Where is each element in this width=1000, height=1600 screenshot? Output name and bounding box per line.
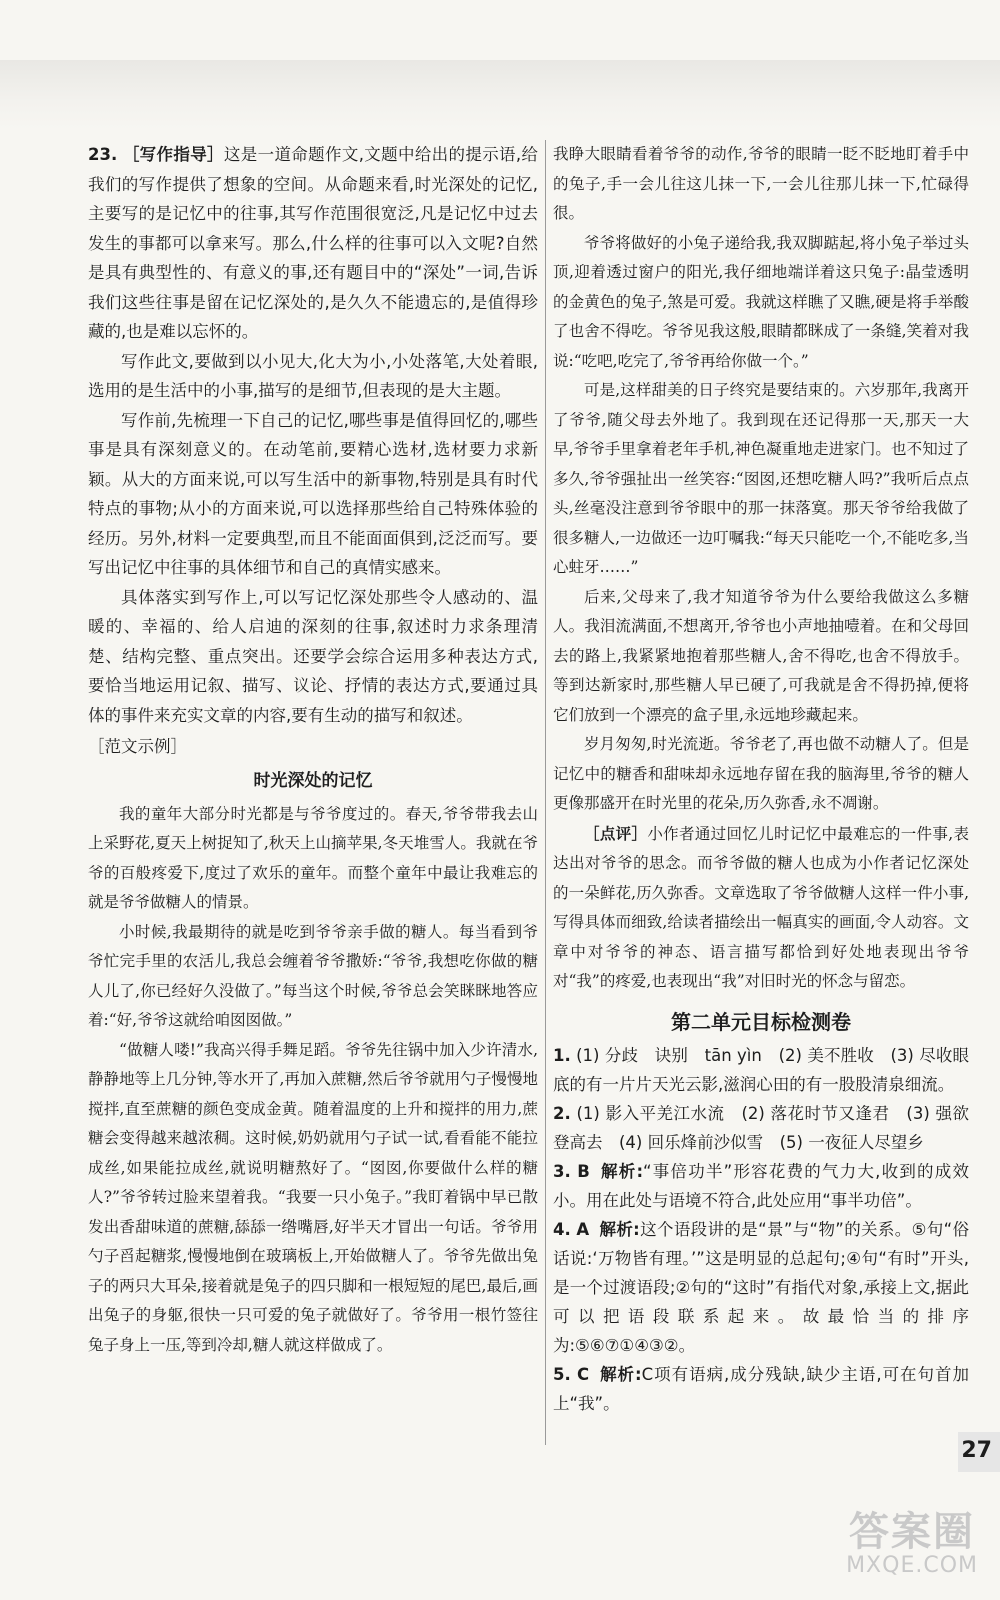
essay-paragraph-1: 我的童年大部分时光都是与爷爷度过的。春天,爷爷带我去山上采野花,夏天上树捉知了,秋天上山摘苹果,冬天堆雪人。我就在爷爷的百般疼爱下,度过了欢乐的童年。而整个童年中最让我难忘的就是爷爷做糖人的情景。 <box>88 804 538 911</box>
essay-paragraph-8: 岁月匆匆,时光流逝。爷爷老了,再也做不动糖人了。但是记忆中的糖香和甜味却永远地存留在我的脑海里,爷爷的糖人更像那盛开在时光里的花朵,历久弥香,永不凋谢。 <box>553 735 969 812</box>
essay-paragraph-2: 小时候,我最期待的就是吃到爷爷亲手做的糖人。每当看到爷爷忙完手里的农活儿,我总会缠着爷爷撒娇:“爷爷,我想吃你做的糖人儿了,你已经好久没做了。”每当这个时候,爷爷总会笑眯眯地答应着:“好,爷爷这就给咱囡囡做。” <box>88 922 538 1029</box>
answer-4-label: 解析: <box>599 1219 640 1239</box>
answer-4-text: 这个语段讲的是“景”与“物”的关系。⑤句“俗话说:‘万物皆有理。’”这是明显的总起句;④句“有时”开头,是一个过渡语段;②句的“这时”有指代对象,承接上文,据此可以把语段联系起来。故最恰当的排序为:⑤⑥⑦①④③②。 <box>553 1219 969 1355</box>
answer-3 <box>553 1157 969 1215</box>
q23-text-1: 这是一道命题作文,文题中给出的提示语,给我们的写作提供了想象的空间。从命题来看,时光深处的记忆,主要写的是记忆中的往事,其写作范围很宽泛,凡是记忆中过去发生的事都可以拿来写。那么,什么样的往事可以入文呢?自然是具有典型性的、有意义的事,还有题目中的“深处”一词,告诉我们这些往事是留在记忆深处的,是久久不能遗忘的,是值得珍藏的,也是难以忘怀的。 <box>88 145 539 341</box>
answer-5-text: C项有语病,成分残缺,缺少主语,可在句首加上“我”。 <box>553 1364 969 1413</box>
sample-essay-tag: ［范文示例］ <box>88 737 187 756</box>
answer-2-text: (1) 影入平羌江水流 (2) 落花时节又逢君 (3) 强欲登高去 (4) 回乐烽前沙似雪 (5) 一夜征人尽望乡 <box>553 1103 969 1152</box>
comment-text: 小作者通过回忆儿时记忆中最难忘的一件事,表达出对爷爷的思念。而爷爷做的糖人也成为小作者记忆深处的一朵鲜花,历久弥香。文章选取了爷爷做糖人这样一件小事,写得具体而细致,给读者描绘出一幅真实的画面,令人动容。文章中对爷爷的神态、语言描写都恰到好处地表现出爷爷对“我”的疼爱,也表现出“我”对旧时光的怀念与留恋。 <box>553 824 969 990</box>
answer-3-letter: B <box>577 1161 590 1181</box>
answer-2 <box>553 1099 969 1157</box>
answer-5-label: 解析: <box>599 1364 642 1384</box>
watermark-logo: 答案圈 <box>849 1509 975 1555</box>
comment-paragraph <box>553 819 969 997</box>
page-number: 27 <box>961 1438 992 1463</box>
right-column <box>553 140 969 1418</box>
q23-paragraph-4: 具体落实到写作上,可以写记忆深处那些令人感动的、温暖的、幸福的、给人启迪的深刻的往事,叙述时力求条理清楚、结构完整、重点突出。还要学会综合运用多种表达方式,要恰当地运用记叙、描写、议论、抒情的表达方式,要通过具体的事件来充实文章的内容,要有生动的描写和叙述。 <box>88 587 538 725</box>
essay-paragraph-5: 爷爷将做好的小兔子递给我,我双脚踮起,将小兔子举过头顶,迎着透过窗户的阳光,我仔细地端详着这只兔子:晶莹透明的金黄色的兔子,煞是可爱。我就这样瞧了又瞧,硬是将手举酸了也舍不得吃。爷爷见我这般,眼睛都眯成了一条缝,笑着对我说:“吃吧,吃完了,爷爷再给你做一个。” <box>553 233 969 370</box>
answer-5-number: 5. <box>553 1364 571 1384</box>
essay-paragraph-4: 我睁大眼睛看着爷爷的动作,爷爷的眼睛一眨不眨地盯着手中的兔子,手一会儿往这儿抹一下,一会儿往那儿抹一下,忙碌得很。 <box>553 145 969 222</box>
answer-3-text: “事倍功半”形容花费的气力大,收到的成效小。用在此处与语境不符合,此处应用“事半功倍”。 <box>553 1161 969 1210</box>
answer-5 <box>553 1360 969 1418</box>
answer-1-number: 1. <box>553 1045 571 1065</box>
answer-1-text: (1) 分歧 诀别 tān yìn (2) 美不胜收 (3) 尽收眼底的有一片片天光云影,滋润心田的有一股股清泉细流。 <box>553 1045 969 1094</box>
watermark-url: MXQE.COM <box>846 1553 978 1578</box>
left-column <box>88 140 538 1360</box>
q23-paragraph-3: 写作前,先梳理一下自己的记忆,哪些事是值得回忆的,哪些事是具有深刻意义的。在动笔前,要精心选材,选材要力求新颖。从大的方面来说,可以写生活中的新事物,特别是具有时代特点的事物;从小的方面来说,可以选择那些给自己特殊体验的经历。另外,材料一定要典型,而且不能面面俱到,泛泛而写。要写出记忆中往事的具体细节和自己的真情实感来。 <box>88 410 538 577</box>
essay-title: 时光深处的记忆 <box>253 770 373 791</box>
scan-shadow-band <box>0 60 1000 130</box>
answer-3-label: 解析: <box>599 1161 644 1181</box>
comment-tag: ［点评］ <box>584 823 648 843</box>
answer-1 <box>553 1041 969 1099</box>
unit-test-title: 第二单元目标检测卷 <box>671 1009 851 1034</box>
column-divider <box>545 140 546 1445</box>
answer-4-number: 4. <box>553 1219 571 1239</box>
answer-3-number: 3. <box>553 1161 571 1181</box>
essay-paragraph-7: 后来,父母来了,我才知道爷爷为什么要给我做这么多糖人。我泪流满面,不想离开,爷爷也小声地抽噎着。在和父母回去的路上,我紧紧地抱着那些糖人,舍不得吃,也舍不得放手。等到达新家时,那些糖人早已硬了,可我就是舍不得扔掉,便将它们放到一个漂亮的盒子里,永远地珍藏起来。 <box>553 587 969 724</box>
answer-4 <box>553 1215 969 1360</box>
q23-paragraph-1 <box>88 140 538 347</box>
essay-paragraph-3: “做糖人喽!”我高兴得手舞足蹈。爷爷先往锅中加入少许清水,静静地等上几分钟,等水开了,再加入蔗糖,然后爷爷就用勺子慢慢地搅拌,直至蔗糖的颜色变成金黄。随着温度的上升和搅拌的用力,蔗糖会变得越来越浓稠。这时候,奶奶就用勺子试一试,看看能不能拉成丝,如果能拉成丝,就说明糖熬好了。“囡囡,你要做什么样的糖人?”爷爷转过脸来望着我。“我要一只小兔子。”我盯着锅中早已散发出香甜味道的蔗糖,舔舔一绺嘴唇,好半天才冒出一句话。爷爷用勺子舀起糖浆,慢慢地倒在玻璃板上,开始做糖人了。爷爷先做出兔子的两只大耳朵,接着就是兔子的四只脚和一根短短的尾巴,最后,画出兔子的身躯,很快一只可爱的兔子就做好了。爷爷用一根竹签往兔子身上一压,等到冷却,糖人就这样做成了。 <box>88 1040 538 1354</box>
answer-4-letter: A <box>576 1219 590 1239</box>
answer-5-letter: C <box>576 1364 590 1384</box>
q23-number: 23. <box>88 145 118 164</box>
q23-tag: ［写作指导］ <box>122 145 224 164</box>
essay-paragraph-6: 可是,这样甜美的日子终究是要结束的。六岁那年,我离开了爷爷,随父母去外地了。我到现在还记得那一天,那天一大早,爷爷手里拿着老年手机,神色凝重地走进家门。也不知过了多久,爷爷强扯出一丝笑容:“囡囡,还想吃糖人吗?”我听后点点头,丝毫没注意到爷爷眼中的那一抹落寞。那天爷爷给我做了很多糖人,一边做还一边叮嘱我:“每天只能吃一个,不能吃多,当心蛀牙……” <box>553 381 969 576</box>
q23-paragraph-2: 写作此文,要做到以小见大,化大为小,小处落笔,大处着眼,选用的是生活中的小事,描写的是细节,但表现的是大主题。 <box>88 351 538 400</box>
answer-2-number: 2. <box>553 1103 571 1123</box>
